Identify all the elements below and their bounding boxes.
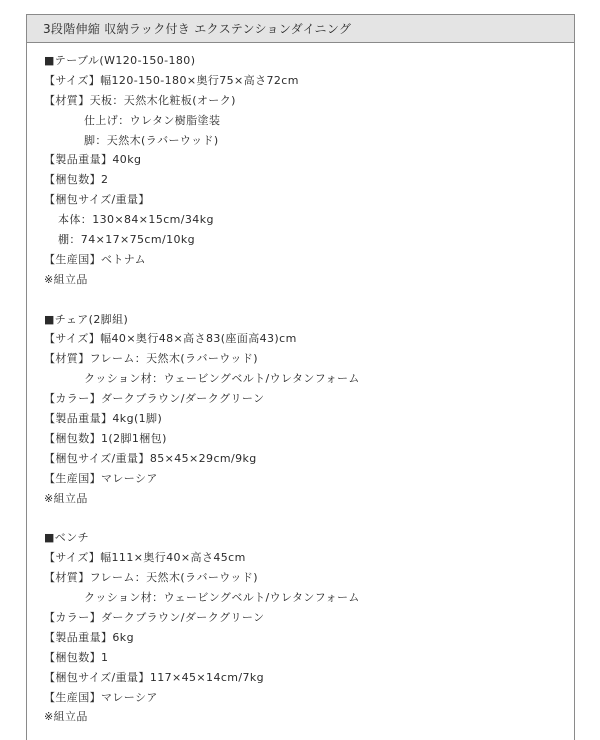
section-spacer — [44, 290, 574, 310]
table-legs: 脚：天然木(ラバーウッド) — [84, 133, 219, 147]
table-finish: 仕上げ：ウレタン樹脂塗装 — [84, 113, 221, 127]
bench-weight: 【製品重量】6kg — [44, 630, 134, 644]
bench-package-size: 【梱包サイズ/重量】117×45×14cm/7kg — [44, 670, 265, 684]
section-spacer — [44, 508, 574, 528]
table-heading: ■テーブル(W120-150-180) — [44, 54, 196, 67]
bench-size: 【サイズ】幅111×奥行40×高さ45cm — [44, 551, 246, 565]
bench-material: 【材質】フレーム：天然木(ラバーウッド) — [44, 571, 258, 585]
bench-heading: ■ベンチ — [44, 531, 89, 545]
table-weight: 【製品重量】40kg — [44, 153, 142, 167]
table-package-body: 本体：130×84×15cm/34kg — [58, 213, 214, 227]
bench-cushion: クッション材：ウェービングベルト/ウレタンフォーム — [84, 591, 360, 605]
table-origin: 【生産国】ベトナム — [44, 252, 147, 266]
spec-list — [27, 43, 574, 727]
chair-color: 【カラー】ダークブラウン/ダークグリーン — [44, 392, 265, 406]
chair-origin: 【生産国】マレーシア — [44, 471, 158, 485]
chair-weight: 【製品重量】4kg(1脚) — [44, 412, 163, 426]
table-package-shelf: 棚：74×17×75cm/10kg — [58, 233, 196, 247]
page-title: 3段階伸縮 収納ラック付き エクステンションダイニング — [27, 15, 574, 43]
table-material: 【材質】天板：天然木化粧板(オーク) — [44, 93, 236, 107]
chair-package-size: 【梱包サイズ/重量】85×45×29cm/9kg — [44, 451, 257, 465]
bench-origin: 【生産国】マレーシア — [44, 690, 158, 704]
bench-assembly-note: ※組立品 — [44, 710, 88, 724]
bench-packages: 【梱包数】1 — [44, 650, 109, 664]
chair-size: 【サイズ】幅40×奥行48×高さ83(座面高43)cm — [44, 332, 297, 346]
chair-packages: 【梱包数】1(2脚1梱包) — [44, 431, 167, 445]
chair-material: 【材質】フレーム：天然木(ラバーウッド) — [44, 352, 258, 366]
table-size: 【サイズ】幅120-150-180×奥行75×高さ72cm — [44, 73, 299, 87]
chair-heading: ■チェア(2脚組) — [44, 312, 129, 326]
chair-cushion: クッション材：ウェービングベルト/ウレタンフォーム — [84, 372, 360, 386]
table-package-size: 【梱包サイズ/重量】 — [44, 193, 150, 207]
bench-color: 【カラー】ダークブラウン/ダークグリーン — [44, 610, 265, 624]
chair-assembly-note: ※組立品 — [44, 491, 88, 505]
table-packages: 【梱包数】2 — [44, 173, 109, 187]
spec-frame — [26, 14, 575, 740]
table-assembly-note: ※組立品 — [44, 272, 88, 286]
